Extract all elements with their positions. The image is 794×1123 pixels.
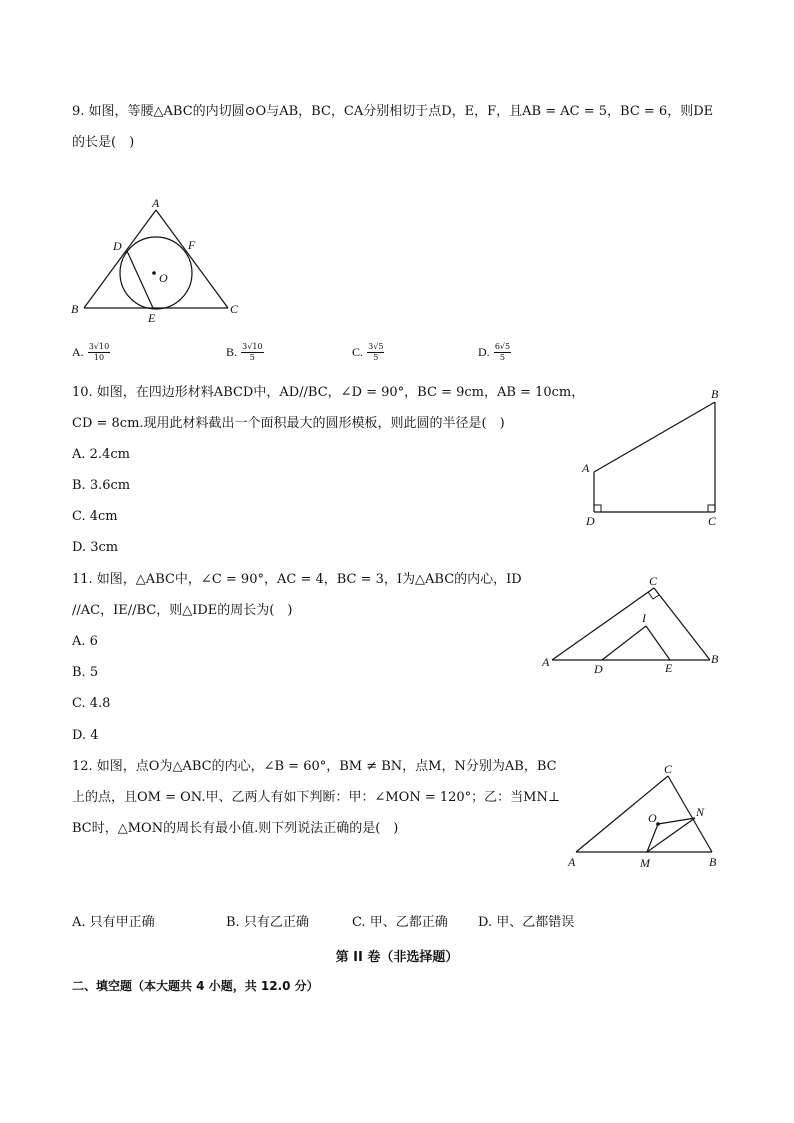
q9-figure bbox=[66, 194, 246, 326]
q9-option-b[interactable]: B. $\frac{3√10}{5}$ bbox=[226, 342, 263, 362]
q11-label-d: D bbox=[594, 662, 603, 676]
q12-option-d[interactable]: D. 甲、乙都错误 bbox=[478, 915, 575, 930]
q10-stem-line2: CD = 8cm.现用此材料截出一个面积最大的圆形模板，则此圆的半径是( ) bbox=[72, 416, 505, 431]
q10-figure bbox=[576, 384, 726, 530]
q12-label-n: N bbox=[696, 805, 705, 819]
q11-label-b: B bbox=[711, 652, 719, 666]
q11-option-a[interactable]: A. 6 bbox=[72, 634, 98, 649]
q10-label-c: C bbox=[708, 514, 717, 528]
q10-option-b[interactable]: B. 3.6cm bbox=[72, 478, 131, 493]
q12-label-o: O bbox=[648, 811, 657, 825]
q12-stem-line1: 12. 如图，点O为△ABC的内心，∠B = 60°，BM ≠ BN，点M，N分别为AB，BC bbox=[72, 759, 557, 774]
q10-label-a: A bbox=[582, 461, 590, 475]
q12-stem-line3: BC时，△MON的周长有最小值.则下列说法正确的是( ) bbox=[72, 821, 399, 836]
q12-label-m: M bbox=[640, 856, 650, 870]
q9-label-f: F bbox=[188, 238, 196, 252]
q11-label-i: I bbox=[642, 611, 646, 625]
q9-stem-line1: 9. 如图，等腰△ABC的内切圆⊙O与AB，BC，CA分别相切于点D，E，F，且AB = AC = 5，BC = 6，则DE bbox=[72, 104, 714, 119]
q11-label-c: C bbox=[649, 574, 658, 588]
q11-label-a: A bbox=[542, 655, 550, 669]
q11-option-d[interactable]: D. 4 bbox=[72, 728, 99, 743]
q12-label-c: C bbox=[664, 762, 673, 776]
q9-label-e: E bbox=[148, 311, 156, 325]
q12-label-b: B bbox=[709, 855, 717, 869]
q11-stem-line1: 11. 如图，△ABC中，∠C = 90°，AC = 4，BC = 3，I为△ABC的内心，ID bbox=[72, 572, 522, 587]
q9-label-d: D bbox=[113, 239, 122, 253]
q12-stem-line2: 上的点，且OM = ON.甲、乙两人有如下判断：甲：∠MON = 120°；乙：当MN⊥ bbox=[72, 790, 561, 805]
q11-option-b[interactable]: B. 5 bbox=[72, 665, 99, 680]
q10-stem-line1: 10. 如图，在四边形材料ABCD中，AD//BC，∠D = 90°，BC = 9cm，AB = 10cm， bbox=[72, 385, 585, 400]
q10-label-d: D bbox=[586, 514, 595, 528]
q9-option-d[interactable]: D. $\frac{6√5}{5}$ bbox=[478, 342, 511, 362]
q9-label-a: A bbox=[152, 196, 160, 210]
q11-label-e: E bbox=[665, 661, 673, 675]
q12-option-a[interactable]: A. 只有甲正确 bbox=[72, 915, 155, 930]
q10-option-c[interactable]: C. 4cm bbox=[72, 509, 118, 524]
q9-label-b: B bbox=[71, 302, 79, 316]
q12-figure bbox=[562, 760, 728, 872]
q10-option-a[interactable]: A. 2.4cm bbox=[72, 447, 130, 462]
q9-label-c: C bbox=[230, 302, 239, 316]
q9-label-o: O bbox=[159, 271, 168, 285]
q12-option-b[interactable]: B. 只有乙正确 bbox=[226, 915, 309, 930]
q12-label-a: A bbox=[568, 855, 576, 869]
section2-title: 二、填空题（本大题共 4 小题，共 12.0 分） bbox=[72, 979, 319, 993]
q11-figure bbox=[536, 570, 726, 680]
q11-stem-line2: //AC，IE//BC，则△IDE的周长为( ) bbox=[72, 603, 293, 618]
q9-stem-line2: 的长是( ) bbox=[72, 135, 135, 150]
q10-label-b: B bbox=[711, 387, 719, 401]
q12-option-c[interactable]: C. 甲、乙都正确 bbox=[352, 915, 448, 930]
q10-option-d[interactable]: D. 3cm bbox=[72, 540, 119, 555]
q9-option-c[interactable]: C. $\frac{3√5}{5}$ bbox=[352, 342, 384, 362]
q9-option-a[interactable]: A. $\frac{3√10}{10}$ bbox=[72, 342, 110, 362]
q11-option-c[interactable]: C. 4.8 bbox=[72, 696, 111, 711]
part2-title: 第 II 卷（非选择题） bbox=[335, 950, 459, 965]
